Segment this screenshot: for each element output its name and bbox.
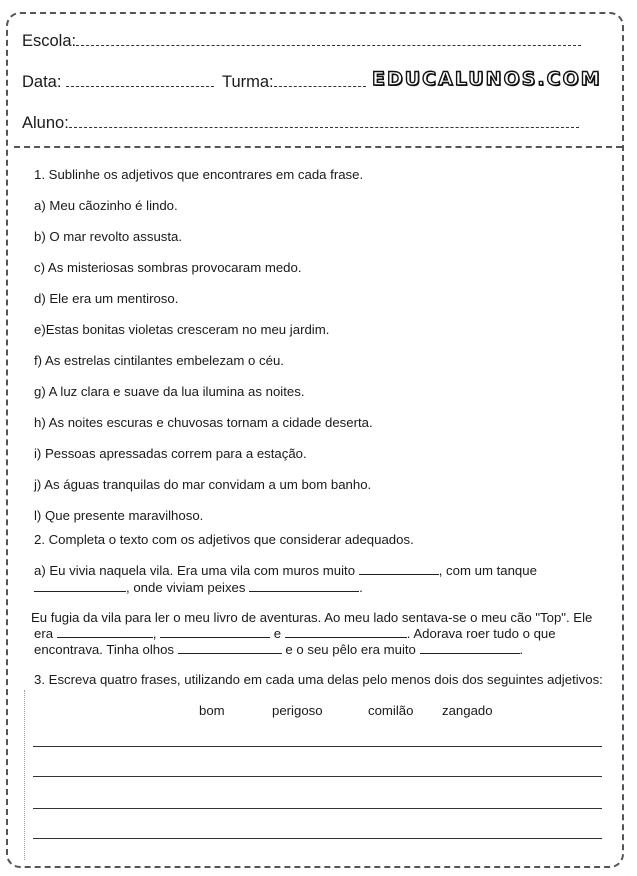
educalunos-logo: EDUCALUNOS.COM xyxy=(372,68,602,90)
q1-title: 1. Sublinhe os adjetivos que encontrares em cada frase. xyxy=(34,167,364,182)
student-field[interactable] xyxy=(69,115,579,128)
date-field[interactable] xyxy=(66,74,214,87)
answer-blank[interactable] xyxy=(359,563,439,575)
writing-line[interactable] xyxy=(33,776,602,777)
q1-item: e)Estas bonitas violetas cresceram no meu jardim. xyxy=(34,322,330,337)
q1-item: d) Ele era um mentiroso. xyxy=(34,291,179,306)
answer-blank[interactable] xyxy=(178,642,282,654)
answer-blank[interactable] xyxy=(34,580,126,592)
q1-item: f) As estrelas cintilantes embelezam o céu. xyxy=(34,353,284,368)
school-row xyxy=(22,32,581,51)
answer-blank[interactable] xyxy=(160,626,270,638)
answer-blank[interactable] xyxy=(57,626,153,638)
q2-paragraph-line2: era , e . Adorava roer tudo o que xyxy=(34,626,556,641)
q1-item: c) As misteriosas sombras provocaram medo. xyxy=(34,260,302,275)
adjective-word: perigoso xyxy=(272,703,323,718)
q1-item: h) As noites escuras e chuvosas tornam a cidade deserta. xyxy=(34,415,373,430)
class-field[interactable] xyxy=(274,74,366,87)
date-row xyxy=(22,73,214,92)
adjective-word: bom xyxy=(199,703,225,718)
margin-guide xyxy=(24,690,25,860)
adjective-word: comilão xyxy=(368,703,414,718)
q1-item: g) A luz clara e suave da lua ilumina as noites. xyxy=(34,384,305,399)
school-label: Escola: xyxy=(22,32,77,50)
answer-blank[interactable] xyxy=(285,626,407,638)
q2-title: 2. Completa o texto com os adjetivos que considerar adequados. xyxy=(34,532,414,547)
q1-item: l) Que presente maravilhoso. xyxy=(34,508,204,523)
writing-line[interactable] xyxy=(33,746,602,747)
adjective-word: zangado xyxy=(442,703,493,718)
page-frame xyxy=(6,12,624,868)
student-label: Aluno: xyxy=(22,114,69,132)
answer-blank[interactable] xyxy=(420,642,520,654)
header-separator xyxy=(14,146,622,148)
q3-title: 3. Escreva quatro frases, utilizando em cada uma delas pelo menos dois dos seguintes adjetivos: xyxy=(34,672,603,687)
q2-a-line1: a) Eu vivia naquela vila. Era uma vila com muros muito , com um tanque xyxy=(34,563,537,578)
q2-paragraph-line3: encontrava. Tinha olhos e o seu pêlo era muito . xyxy=(34,642,524,657)
class-row xyxy=(222,73,366,92)
writing-line[interactable] xyxy=(33,838,602,839)
date-label: Data: xyxy=(22,73,62,91)
q1-item: b) O mar revolto assusta. xyxy=(34,229,183,244)
class-label: Turma: xyxy=(222,73,274,91)
q1-item: i) Pessoas apressadas correm para a estação. xyxy=(34,446,307,461)
answer-blank[interactable] xyxy=(249,580,359,592)
student-row xyxy=(22,114,579,133)
q2-a-line2: , onde viviam peixes . xyxy=(34,580,363,595)
q1-item: j) As águas tranquilas do mar convidam a um bom banho. xyxy=(34,477,372,492)
writing-line[interactable] xyxy=(33,808,602,809)
q1-item: a) Meu cãozinho é lindo. xyxy=(34,198,178,213)
school-field[interactable] xyxy=(76,33,581,46)
q2-paragraph-line1: Eu fugia da vila para ler o meu livro de aventuras. Ao meu lado sentava-se o meu cão "Top". Ele xyxy=(31,610,593,625)
